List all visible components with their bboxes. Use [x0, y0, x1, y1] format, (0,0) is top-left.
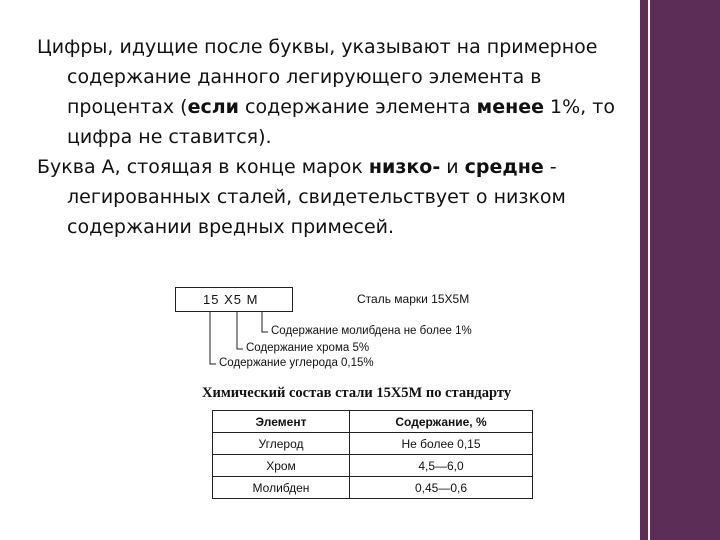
table-header-row	[213, 411, 533, 433]
text-run: Цифры, идущие после буквы, указывают на примерное содержание данного легирующего элемента в процентах (	[37, 36, 598, 118]
bold-run: если	[187, 96, 239, 118]
bold-run: средне	[464, 156, 544, 178]
chromium-connector	[237, 312, 243, 349]
table-row	[213, 477, 533, 499]
text-run: Буква А, стоящая в конце марок	[37, 156, 369, 178]
cell-element: Молибден	[213, 477, 350, 499]
cell-element: Хром	[213, 455, 350, 477]
molybdenum-connector	[262, 312, 268, 332]
cell-content: 4,5—6,0	[350, 455, 533, 477]
bold-run: низко-	[368, 156, 441, 178]
cell-content: Не более 0,15	[350, 433, 533, 455]
text-run: содержание элемента	[238, 96, 477, 118]
text-run: 1%, то цифра не ставится).	[67, 96, 615, 148]
annotation-carbon: Содержание углерода 0,15%	[219, 357, 374, 369]
text-run: и	[440, 156, 465, 178]
cell-content: 0,45—0,6	[350, 477, 533, 499]
grade-code: 15 Х5 М	[203, 292, 259, 307]
annotation-molybdenum: Содержание молибдена не более 1%	[271, 325, 472, 337]
cell-element: Углерод	[213, 433, 350, 455]
table-row	[213, 455, 533, 477]
table-row	[213, 433, 533, 455]
text-run: - легированных сталей, свидетельствует о низком содержании вредных примесей.	[67, 156, 566, 238]
grade-caption: Сталь марки 15Х5М	[357, 292, 470, 306]
header-content: Содержание, %	[350, 411, 533, 433]
carbon-connector	[210, 312, 216, 364]
bold-run: менее	[476, 96, 544, 118]
annotation-chromium: Содержание хрома 5%	[246, 342, 370, 354]
composition-table	[212, 410, 533, 499]
table-title: Химический состав стали 15Х5М по стандарту	[202, 385, 512, 401]
header-element: Элемент	[213, 411, 350, 433]
